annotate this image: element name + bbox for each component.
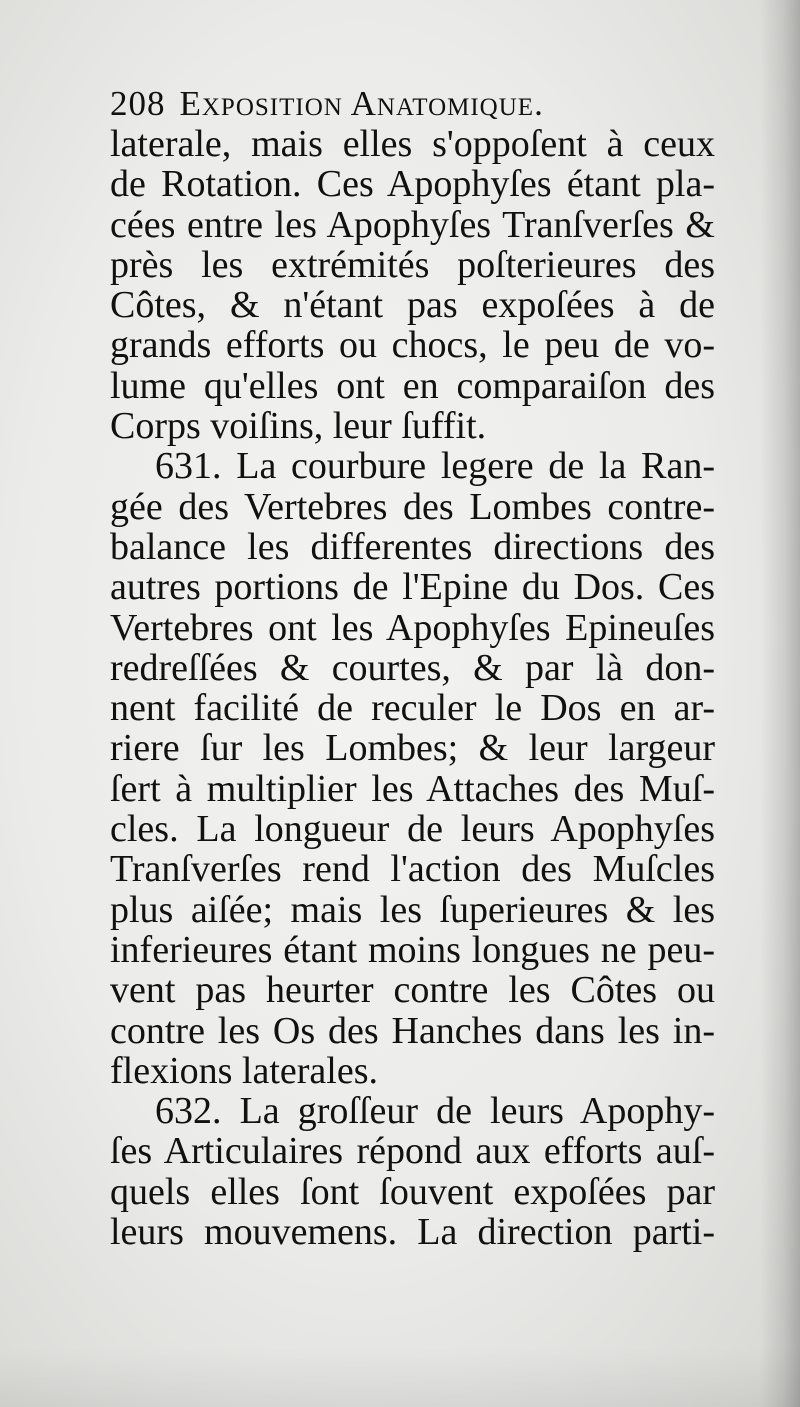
text-line: balance les differentes directions des [110, 525, 715, 568]
body-text [110, 124, 715, 1252]
text-line: cées entre les Apophyſes Tranſverſes & [110, 203, 715, 246]
page-edge-shadow [760, 0, 800, 1407]
paragraph-631-start: 631. La courbure legere de la Ran- [155, 445, 715, 488]
text-line: grands efforts ou chocs, le peu de vo- [110, 324, 715, 367]
text-line: vent pas heurter contre les Côtes ou [110, 969, 715, 1012]
running-head [110, 80, 670, 128]
text-line: inferieures étant moins longues ne peu- [110, 928, 715, 971]
text-line: Corps voiſins, leur ſuffit. [110, 405, 487, 448]
text-line: de Rotation. Ces Apophyſes étant pla- [110, 163, 715, 206]
text-line: plus aiſée; mais les ſuperieures & les [110, 888, 715, 931]
text-line: nent facilité de reculer le Dos en ar- [110, 687, 715, 730]
text-line: flexions laterales. [110, 1049, 379, 1092]
text-line: gée des Vertebres des Lombes contre- [110, 485, 715, 528]
text-line: près les extrémités poſterieures des [110, 243, 715, 286]
running-title: Exposition Anatomique. [179, 84, 544, 123]
text-line: ſes Articulaires répond aux efforts auſ- [110, 1130, 715, 1173]
text-line: redreſſées & courtes, & par là don- [110, 646, 715, 689]
text-line: Tranſverſes rend l'action des Muſcles [110, 848, 715, 891]
text-line: lume qu'elles ont en comparaiſon des [110, 364, 715, 407]
text-line: contre les Os des Hanches dans les in- [110, 1009, 715, 1052]
text-line: riere ſur les Lombes; & leur largeur [110, 727, 715, 770]
text-line: cles. La longueur de leurs Apophyſes [110, 808, 715, 851]
text-line: autres portions de l'Epine du Dos. Ces [110, 566, 715, 609]
text-line: ſert à multiplier les Attaches des Muſ- [110, 767, 715, 810]
text-line: laterale, mais elles s'oppoſent à ceux [110, 123, 715, 165]
text-line: Côtes, & n'étant pas expoſées à de [110, 284, 715, 327]
page-number: 208 [110, 84, 166, 123]
text-line: leurs mouvemens. La direction parti- [110, 1211, 715, 1254]
text-line: quels elles ſont ſouvent expoſées par [110, 1170, 715, 1213]
paragraph-632-start: 632. La groſſeur de leurs Apophy- [155, 1090, 715, 1133]
page-bottom-shadow [0, 1347, 800, 1407]
text-line: Vertebres ont les Apophyſes Epineuſes [110, 606, 715, 649]
